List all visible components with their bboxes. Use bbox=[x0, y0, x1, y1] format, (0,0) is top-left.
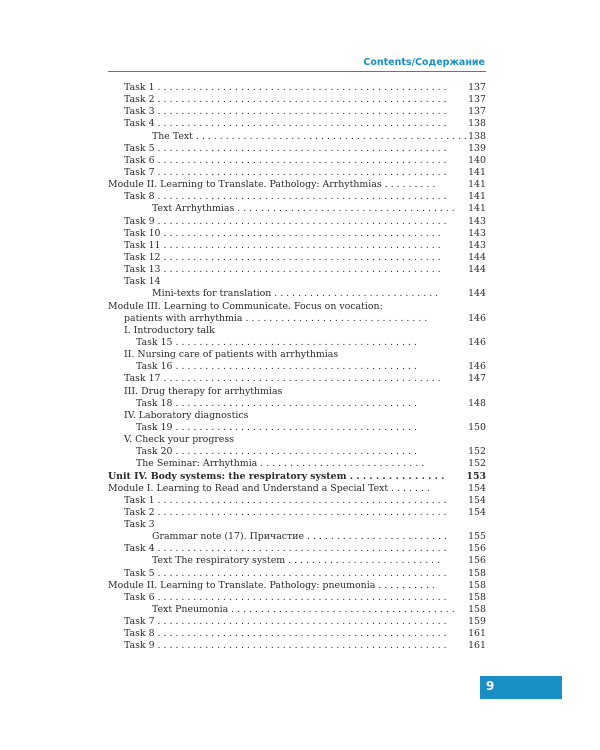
toc-entry bbox=[108, 349, 486, 361]
toc-entry bbox=[108, 361, 486, 373]
toc-entry-page: 138 bbox=[468, 118, 486, 130]
toc-entry-title: Task 18 . . . . . . . . . . . . . . . . . . . . . . . . . . . . . . . . . . . . . . . . . bbox=[136, 397, 417, 409]
toc-entry bbox=[108, 337, 486, 349]
toc-entry-page: 158 bbox=[468, 579, 486, 591]
toc-entry-page: 154 bbox=[468, 482, 486, 494]
toc-entry-title: Task 7 . . . . . . . . . . . . . . . . . . . . . . . . . . . . . . . . . . . . . . . . . . . . . . . . . bbox=[124, 166, 447, 178]
toc-entry-page: 143 bbox=[468, 215, 486, 227]
toc-entry-page: 138 bbox=[468, 130, 486, 142]
toc-entry-title: Task 1 . . . . . . . . . . . . . . . . . . . . . . . . . . . . . . . . . . . . . . . . . . . . . . . . . bbox=[124, 494, 447, 506]
toc-entry-page: 144 bbox=[468, 288, 486, 300]
toc-entry bbox=[108, 519, 486, 531]
toc-entry-title: IV. Laboratory diagnostics bbox=[124, 409, 249, 421]
toc-entry bbox=[108, 131, 486, 143]
toc-entry bbox=[108, 386, 486, 398]
toc-entry bbox=[108, 483, 486, 495]
toc-entry-title: Unit IV. Body systems: the respiratory system . . . . . . . . . . . . . . . bbox=[108, 470, 445, 482]
toc-entry bbox=[108, 252, 486, 264]
toc-entry-title: Module I. Learning to Read and Understand a Special Text . . . . . . . bbox=[108, 482, 430, 494]
toc-entry bbox=[108, 106, 486, 118]
toc-entry-title: Module II. Learning to Translate. Pathology: Arrhythmias . . . . . . . . . bbox=[108, 179, 436, 191]
toc-entry-title: The Text . . . . . . . . . . . . . . . . . . . . . . . . . . . . . . . . . . . . . . . . . . . . . . bbox=[152, 130, 468, 142]
header-rule bbox=[108, 71, 486, 72]
toc-entry bbox=[108, 543, 486, 555]
toc-entry-page: 161 bbox=[468, 640, 486, 652]
toc-entry bbox=[108, 276, 486, 288]
toc-entry bbox=[108, 167, 486, 179]
toc-entry-title: Task 5 . . . . . . . . . . . . . . . . . . . . . . . . . . . . . . . . . . . . . . . . . . . . . . . . . bbox=[124, 142, 447, 154]
toc-entry-title: Task 5 . . . . . . . . . . . . . . . . . . . . . . . . . . . . . . . . . . . . . . . . . . . . . . . . . bbox=[124, 567, 447, 579]
toc-entry bbox=[108, 203, 486, 215]
toc-entry-title: Task 3 bbox=[124, 519, 155, 531]
toc-entry-page: 137 bbox=[468, 106, 486, 118]
toc-entry bbox=[108, 507, 486, 519]
toc-entry-title: Task 7 . . . . . . . . . . . . . . . . . . . . . . . . . . . . . . . . . . . . . . . . . . . . . . . . . bbox=[124, 616, 447, 628]
toc-entry-title: Task 13 . . . . . . . . . . . . . . . . . . . . . . . . . . . . . . . . . . . . . . . . . . . . . . . bbox=[124, 264, 441, 276]
toc-entry-page: 137 bbox=[468, 82, 486, 93]
table-of-contents bbox=[108, 82, 486, 653]
toc-entry-title: II. Nursing care of patients with arrhythmias bbox=[124, 349, 339, 361]
toc-entry-title: V. Check your progress bbox=[124, 434, 234, 446]
toc-entry bbox=[108, 179, 486, 191]
toc-entry-title: III. Drug therapy for arrhythmias bbox=[124, 385, 283, 397]
toc-entry bbox=[108, 604, 486, 616]
toc-entry-title: The Seminar: Arrhythmia . . . . . . . . . . . . . . . . . . . . . . . . . . . . bbox=[136, 458, 425, 470]
toc-entry bbox=[108, 373, 486, 385]
toc-entry bbox=[108, 82, 486, 94]
toc-entry-page: 159 bbox=[468, 616, 486, 628]
toc-entry-page: 148 bbox=[468, 397, 486, 409]
toc-entry-title: Module II. Learning to Translate. Pathology: pneumonia . . . . . . . . . . bbox=[108, 579, 435, 591]
toc-entry-title: Module III. Learning to Communicate. Focus on vocation: bbox=[108, 300, 383, 312]
page-number-badge bbox=[480, 676, 562, 699]
toc-entry-title: Task 17 . . . . . . . . . . . . . . . . . . . . . . . . . . . . . . . . . . . . . . . . . . . . . . . bbox=[124, 373, 441, 385]
toc-entry bbox=[108, 301, 486, 313]
toc-entry-title: patients with arrhythmia . . . . . . . . . . . . . . . . . . . . . . . . . . . . . . . bbox=[124, 312, 428, 324]
toc-entry bbox=[108, 264, 486, 276]
toc-entry-title: Text The respiratory system . . . . . . . . . . . . . . . . . . . . . . . . . . bbox=[152, 555, 441, 567]
toc-entry bbox=[108, 143, 486, 155]
toc-entry bbox=[108, 410, 486, 422]
toc-entry-title: Text Pneumonia . . . . . . . . . . . . . . . . . . . . . . . . . . . . . . . . . . . . . . bbox=[152, 604, 455, 616]
toc-entry-title: Mini-texts for translation . . . . . . . . . . . . . . . . . . . . . . . . . . . . bbox=[152, 288, 439, 300]
toc-entry-title: Task 11 . . . . . . . . . . . . . . . . . . . . . . . . . . . . . . . . . . . . . . . . . . . . . . . bbox=[124, 239, 441, 251]
toc-entry-page: 150 bbox=[468, 421, 486, 433]
toc-entry-title: Task 16 . . . . . . . . . . . . . . . . . . . . . . . . . . . . . . . . . . . . . . . . . bbox=[136, 361, 417, 373]
page-title: Contents/Содержание bbox=[363, 57, 485, 68]
toc-entry-page: 146 bbox=[468, 336, 486, 348]
toc-entry bbox=[108, 640, 486, 652]
page-number: 9 bbox=[486, 679, 495, 693]
toc-entry-page: 161 bbox=[468, 628, 486, 640]
toc-entry bbox=[108, 592, 486, 604]
toc-entry-title: Task 8 . . . . . . . . . . . . . . . . . . . . . . . . . . . . . . . . . . . . . . . . . . . . . . . . . bbox=[124, 628, 447, 640]
toc-entry-page: 154 bbox=[468, 506, 486, 518]
toc-entry bbox=[108, 568, 486, 580]
toc-entry-title: Task 4 . . . . . . . . . . . . . . . . . . . . . . . . . . . . . . . . . . . . . . . . . . . . . . . . . bbox=[124, 543, 447, 555]
toc-entry-title: Text Arrhythmias . . . . . . . . . . . . . . . . . . . . . . . . . . . . . . . . . . . . . bbox=[152, 203, 455, 215]
toc-entry-title: Task 8 . . . . . . . . . . . . . . . . . . . . . . . . . . . . . . . . . . . . . . . . . . . . . . . . . bbox=[124, 191, 447, 203]
toc-entry-page: 152 bbox=[468, 446, 486, 458]
toc-entry-title: Grammar note (17). Причастие . . . . . . . . . . . . . . . . . . . . . . . . bbox=[152, 531, 448, 543]
toc-entry-page: 155 bbox=[468, 531, 486, 543]
toc-entry bbox=[108, 434, 486, 446]
toc-entry bbox=[108, 155, 486, 167]
toc-entry-page: 153 bbox=[466, 470, 486, 482]
toc-entry bbox=[108, 94, 486, 106]
toc-entry-title: Task 6 . . . . . . . . . . . . . . . . . . . . . . . . . . . . . . . . . . . . . . . . . . . . . . . . . bbox=[124, 154, 447, 166]
toc-entry-page: 137 bbox=[468, 94, 486, 106]
toc-entry bbox=[108, 191, 486, 203]
toc-entry-title: Task 12 . . . . . . . . . . . . . . . . . . . . . . . . . . . . . . . . . . . . . . . . . . . . . . . bbox=[124, 251, 441, 263]
toc-entry-page: 144 bbox=[468, 251, 486, 263]
toc-entry-page: 158 bbox=[468, 567, 486, 579]
toc-entry bbox=[108, 118, 486, 130]
toc-entry-title: Task 6 . . . . . . . . . . . . . . . . . . . . . . . . . . . . . . . . . . . . . . . . . . . . . . . . . bbox=[124, 591, 447, 603]
toc-entry bbox=[108, 216, 486, 228]
toc-entry-page: 158 bbox=[468, 604, 486, 616]
toc-entry-page: 156 bbox=[468, 555, 486, 567]
toc-entry-page: 156 bbox=[468, 543, 486, 555]
toc-entry-title: Task 15 . . . . . . . . . . . . . . . . . . . . . . . . . . . . . . . . . . . . . . . . . bbox=[136, 336, 417, 348]
toc-entry-page: 141 bbox=[468, 166, 486, 178]
toc-entry-page: 141 bbox=[468, 191, 486, 203]
toc-entry-page: 152 bbox=[468, 458, 486, 470]
toc-entry-page: 143 bbox=[468, 227, 486, 239]
toc-entry-page: 140 bbox=[468, 154, 486, 166]
page-header bbox=[0, 54, 600, 74]
toc-entry bbox=[108, 531, 486, 543]
toc-entry-page: 141 bbox=[468, 179, 486, 191]
toc-entry bbox=[108, 446, 486, 458]
toc-entry bbox=[108, 228, 486, 240]
toc-entry-title: Task 9 . . . . . . . . . . . . . . . . . . . . . . . . . . . . . . . . . . . . . . . . . . . . . . . . . bbox=[124, 640, 447, 652]
toc-entry bbox=[108, 471, 486, 483]
toc-entry bbox=[108, 422, 486, 434]
toc-entry-title: Task 1 . . . . . . . . . . . . . . . . . . . . . . . . . . . . . . . . . . . . . . . . . . . . . . . . . bbox=[124, 82, 447, 93]
toc-entry-title: I. Introductory talk bbox=[124, 324, 215, 336]
toc-entry bbox=[108, 628, 486, 640]
toc-entry-title: Task 20 . . . . . . . . . . . . . . . . . . . . . . . . . . . . . . . . . . . . . . . . . bbox=[136, 446, 417, 458]
toc-entry-title: Task 4 . . . . . . . . . . . . . . . . . . . . . . . . . . . . . . . . . . . . . . . . . . . . . . . . . bbox=[124, 118, 447, 130]
toc-entry-title: Task 2 . . . . . . . . . . . . . . . . . . . . . . . . . . . . . . . . . . . . . . . . . . . . . . . . . bbox=[124, 94, 447, 106]
toc-entry-title: Task 19 . . . . . . . . . . . . . . . . . . . . . . . . . . . . . . . . . . . . . . . . . bbox=[136, 421, 417, 433]
toc-entry bbox=[108, 313, 486, 325]
toc-entry bbox=[108, 616, 486, 628]
toc-entry bbox=[108, 458, 486, 470]
toc-entry-page: 141 bbox=[468, 203, 486, 215]
toc-entry-title: Task 14 bbox=[124, 276, 161, 288]
toc-entry-page: 139 bbox=[468, 142, 486, 154]
toc-entry bbox=[108, 580, 486, 592]
toc-entry-page: 146 bbox=[468, 361, 486, 373]
toc-entry-title: Task 9 . . . . . . . . . . . . . . . . . . . . . . . . . . . . . . . . . . . . . . . . . . . . . . . . . bbox=[124, 215, 447, 227]
toc-entry-title: Task 10 . . . . . . . . . . . . . . . . . . . . . . . . . . . . . . . . . . . . . . . . . . . . . . . bbox=[124, 227, 441, 239]
toc-entry-page: 144 bbox=[468, 264, 486, 276]
toc-entry bbox=[108, 240, 486, 252]
toc-entry bbox=[108, 495, 486, 507]
toc-entry bbox=[108, 555, 486, 567]
toc-entry-page: 143 bbox=[468, 239, 486, 251]
toc-entry bbox=[108, 325, 486, 337]
toc-entry-page: 146 bbox=[468, 312, 486, 324]
toc-entry-title: Task 3 . . . . . . . . . . . . . . . . . . . . . . . . . . . . . . . . . . . . . . . . . . . . . . . . . bbox=[124, 106, 447, 118]
toc-entry bbox=[108, 398, 486, 410]
toc-entry-page: 147 bbox=[468, 373, 486, 385]
toc-entry-title: Task 2 . . . . . . . . . . . . . . . . . . . . . . . . . . . . . . . . . . . . . . . . . . . . . . . . . bbox=[124, 506, 447, 518]
toc-entry-page: 154 bbox=[468, 494, 486, 506]
toc-entry bbox=[108, 288, 486, 300]
toc-entry-page: 158 bbox=[468, 591, 486, 603]
